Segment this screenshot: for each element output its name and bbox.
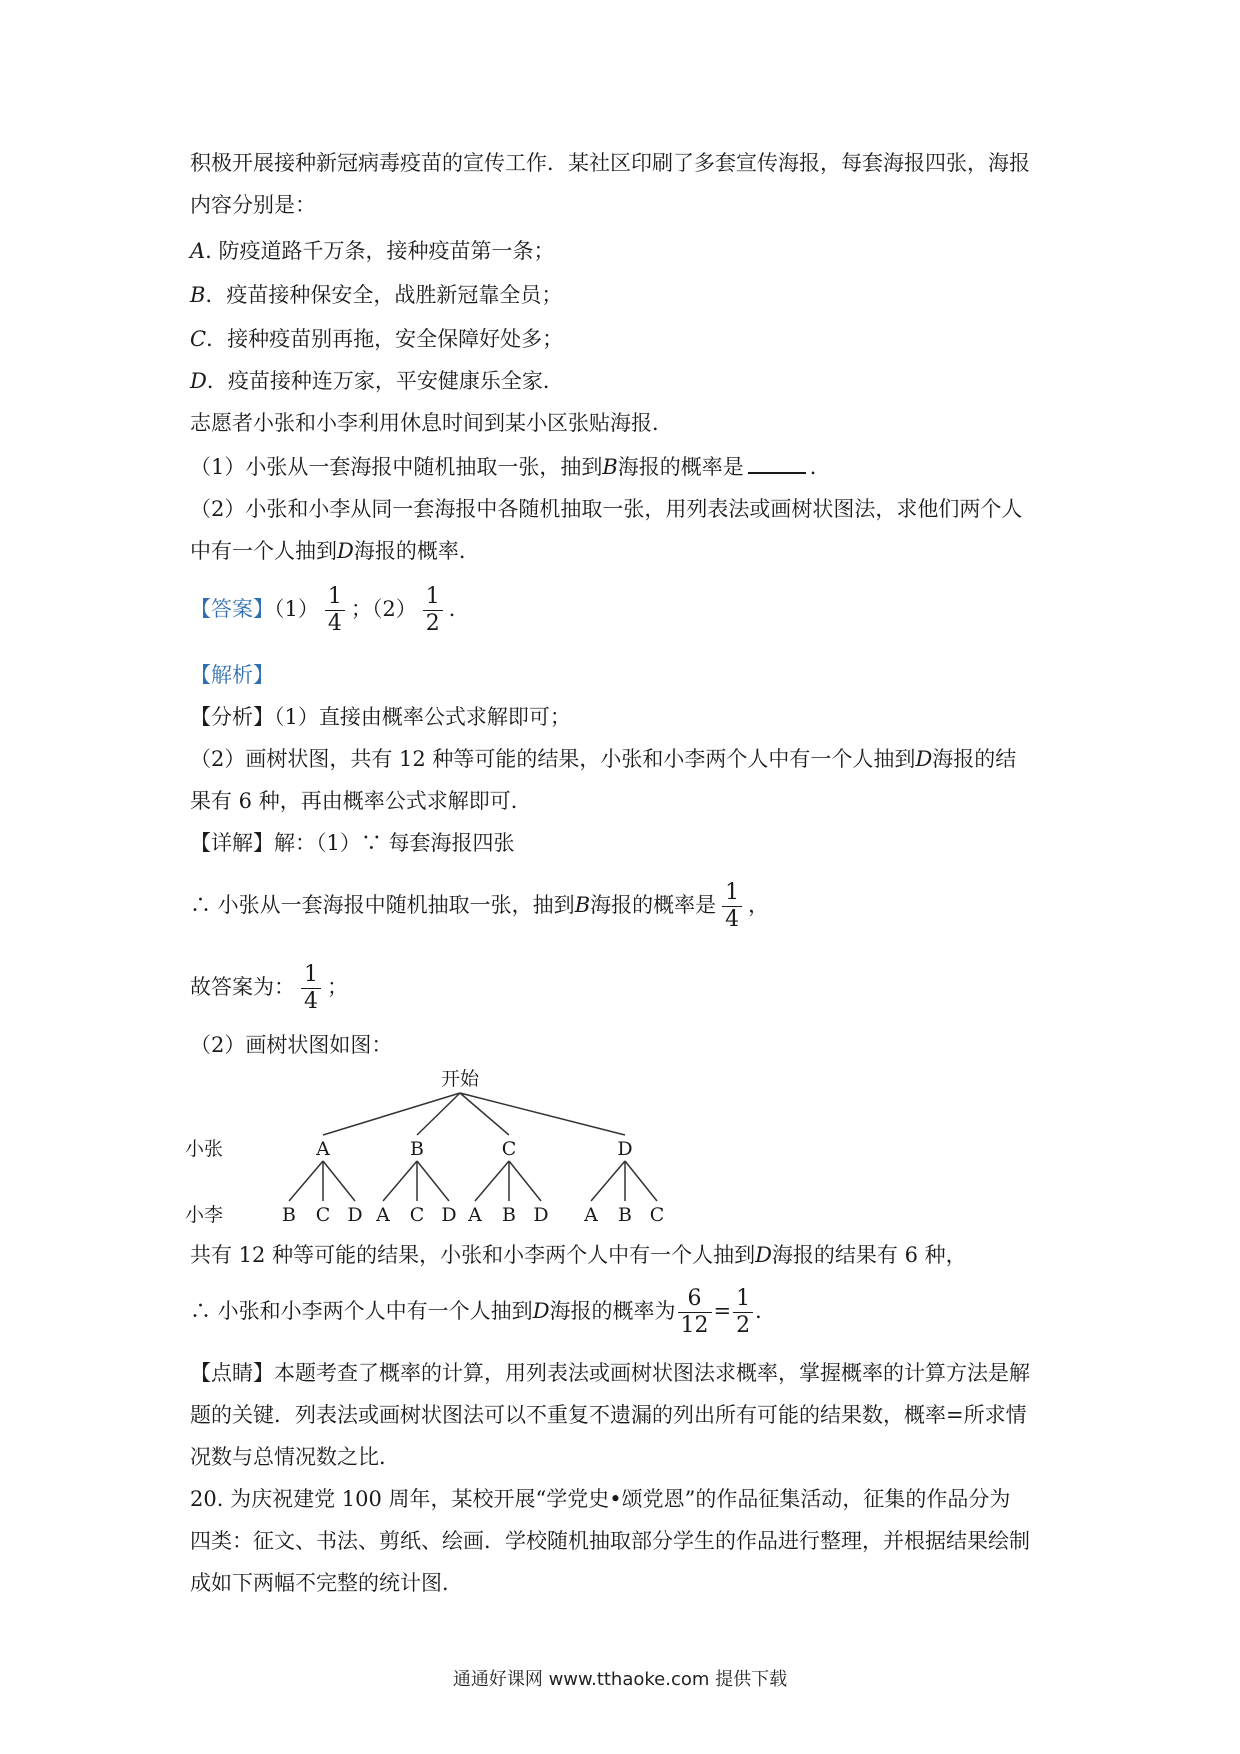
fenxi2-post: 海报的结 — [932, 747, 1017, 771]
tree-node-level2: C — [315, 1204, 331, 1225]
fraction: $\frac{1}{4}$ — [722, 880, 742, 933]
tree-node-level1: D — [617, 1138, 633, 1160]
tree-row-label: 小李 — [185, 1204, 224, 1225]
page-footer: 通通好课网 www.tthaoke.com 提供下载 — [452, 1669, 788, 1690]
problem-line-2: 内容分别是： — [190, 193, 316, 217]
option-text: ．疫苗接种保安全，战胜新冠靠全员； — [205, 283, 563, 307]
question-2-line-1: （2）小张和小李从同一套海报中各随机抽取一张，用列表法或画树状图法，求他们两个人 — [190, 497, 1023, 521]
q1-letter: B — [602, 455, 618, 479]
volunteer-line: 志愿者小张和小李利用休息时间到某小区张贴海报． — [190, 411, 673, 435]
tree-branch — [509, 1161, 541, 1201]
equals: = — [713, 1299, 732, 1323]
answer-end: ． — [448, 597, 470, 621]
q2-letter: D — [337, 539, 354, 563]
next-problem-line-2: 四类：征文、书法、剪纸、绘画．学校随机抽取部分学生的作品进行整理，并根据结果绘制 — [190, 1529, 1030, 1553]
fenxi-line-3: 果有 6 种，再由概率公式求解即可． — [190, 789, 532, 813]
tree-root: 开始 — [440, 1068, 480, 1090]
tree-diagram — [185, 1065, 705, 1225]
tree-row-label: 小张 — [185, 1138, 224, 1160]
dianjing-line-2: 题的关键．列表法或画树状图法可以不重复不遗漏的列出所有可能的结果数，概率=所求情 — [190, 1403, 1027, 1427]
result-line-2 — [190, 1286, 776, 1339]
tree-node-level1: B — [410, 1138, 424, 1160]
detail2-end: ， — [748, 893, 770, 917]
q1-end: ． — [809, 455, 831, 479]
option-text: ．接种疫苗别再拖，安全保障好处多； — [206, 327, 564, 351]
option-b — [190, 280, 562, 310]
next-problem-line-3: 成如下两幅不完整的统计图． — [190, 1571, 463, 1595]
answer-part-1: （1） — [274, 597, 319, 621]
next-problem-line-1: 20. 为庆祝建党 100 周年，某校开展“学党史•颂党恩”的作品征集活动，征集的作品分为 — [190, 1487, 1011, 1511]
option-text: . 防疫道路千万条，接种疫苗第一条； — [205, 239, 555, 263]
fenxi-line-1: 【分析】（1）直接由概率公式求解即可； — [190, 705, 571, 729]
result-line-1 — [190, 1240, 967, 1270]
answer-blank — [748, 452, 806, 474]
tree-branch — [289, 1161, 323, 1201]
tree-node-level2: A — [468, 1204, 482, 1225]
ans-end: ； — [327, 975, 348, 999]
detail2-post: 海报的概率是 — [590, 893, 717, 917]
option-text: ．疫苗接种连万家，平安健康乐全家． — [206, 369, 564, 393]
tree-node-level2: C — [409, 1204, 425, 1225]
fraction: $\frac{1}{4}$ — [301, 962, 321, 1015]
tree-node-level2: D — [441, 1204, 457, 1225]
answer-tag: 【答案】 — [190, 597, 274, 621]
answer-restate — [190, 962, 348, 1015]
option-letter: B — [190, 283, 206, 307]
tree-node-level2: B — [502, 1204, 516, 1225]
tree-node-level2: D — [533, 1204, 549, 1225]
detail-line-2 — [190, 880, 769, 933]
fraction: $\frac{1}{2}$ — [733, 1286, 753, 1339]
tree-node-level1: C — [501, 1138, 517, 1160]
fenxi-line-2 — [190, 744, 1016, 774]
fenxi2-pre: （2）画树状图，共有 12 种等可能的结果，小张和小李两个人中有一个人抽到 — [190, 747, 916, 771]
ans-pre: 故答案为： — [190, 975, 295, 999]
problem-line-1: 积极开展接种新冠病毒疫苗的宣传工作．某社区印刷了多套宣传海报，每套海报四张，海报 — [190, 151, 1030, 175]
tree-labels — [185, 1068, 664, 1225]
dianjing-line-1: 【点睛】本题考查了概率的计算，用列表法或画树状图法求概率，掌握概率的计算方法是解 — [190, 1361, 1030, 1385]
dianjing-line-3: 况数与总情况数之比． — [190, 1445, 400, 1469]
option-c — [190, 324, 563, 354]
fraction: $\frac{1}{4}$ — [325, 584, 345, 637]
fenxi2-letter: D — [915, 747, 933, 771]
option-d — [190, 366, 564, 396]
question-1 — [190, 452, 831, 482]
answer-separator: ；（2） — [350, 597, 417, 621]
tree-node-level1: A — [316, 1138, 330, 1160]
fraction: $\frac{1}{2}$ — [423, 584, 443, 637]
tree-intro: （2）画树状图如图： — [190, 1033, 393, 1057]
tree-branch — [625, 1161, 657, 1201]
option-a — [190, 236, 555, 266]
tree-branch — [475, 1161, 509, 1201]
tree-node-level2: A — [584, 1204, 598, 1225]
result2-letter: D — [532, 1299, 550, 1323]
result2-post: 海报的概率为 — [549, 1299, 676, 1323]
result2-end: ． — [755, 1299, 777, 1323]
result2-pre: ∴ 小张和小李两个人中有一个人抽到 — [190, 1299, 533, 1323]
tree-node-level2: B — [618, 1204, 632, 1225]
tree-branch — [591, 1161, 625, 1201]
q1-pre: （1）小张从一套海报中随机抽取一张，抽到 — [190, 455, 603, 479]
tree-branch — [417, 1161, 449, 1201]
detail-line-1: 【详解】解：（1）∵ 每套海报四张 — [190, 831, 515, 855]
result1-letter: D — [755, 1243, 772, 1267]
tree-branch — [383, 1161, 417, 1201]
tree-node-level2: C — [649, 1204, 665, 1225]
q2-pre: 中有一个人抽到 — [190, 539, 337, 563]
option-letter: C — [190, 327, 207, 351]
result1-pre: 共有 12 种等可能的结果，小张和小李两个人中有一个人抽到 — [190, 1243, 756, 1267]
detail2-letter: B — [574, 893, 591, 917]
result1-post: 海报的结果有 6 种， — [771, 1243, 967, 1267]
tree-branch — [323, 1161, 355, 1201]
tree-lines — [289, 1093, 657, 1201]
fraction: $\frac{6}{12}$ — [678, 1286, 712, 1339]
q2-post: 海报的概率． — [353, 539, 480, 563]
detail2-pre: ∴ 小张从一套海报中随机抽取一张，抽到 — [190, 893, 575, 917]
question-2-line-2 — [190, 536, 480, 566]
tree-node-level2: B — [282, 1204, 296, 1225]
analysis-tag: 【解析】 — [190, 663, 274, 687]
answer-line — [190, 584, 470, 637]
option-letter: D — [190, 369, 207, 393]
option-letter: A — [190, 239, 206, 263]
tree-node-level2: A — [376, 1204, 390, 1225]
q1-post: 海报的概率是 — [617, 455, 744, 479]
tree-node-level2: D — [347, 1204, 363, 1225]
